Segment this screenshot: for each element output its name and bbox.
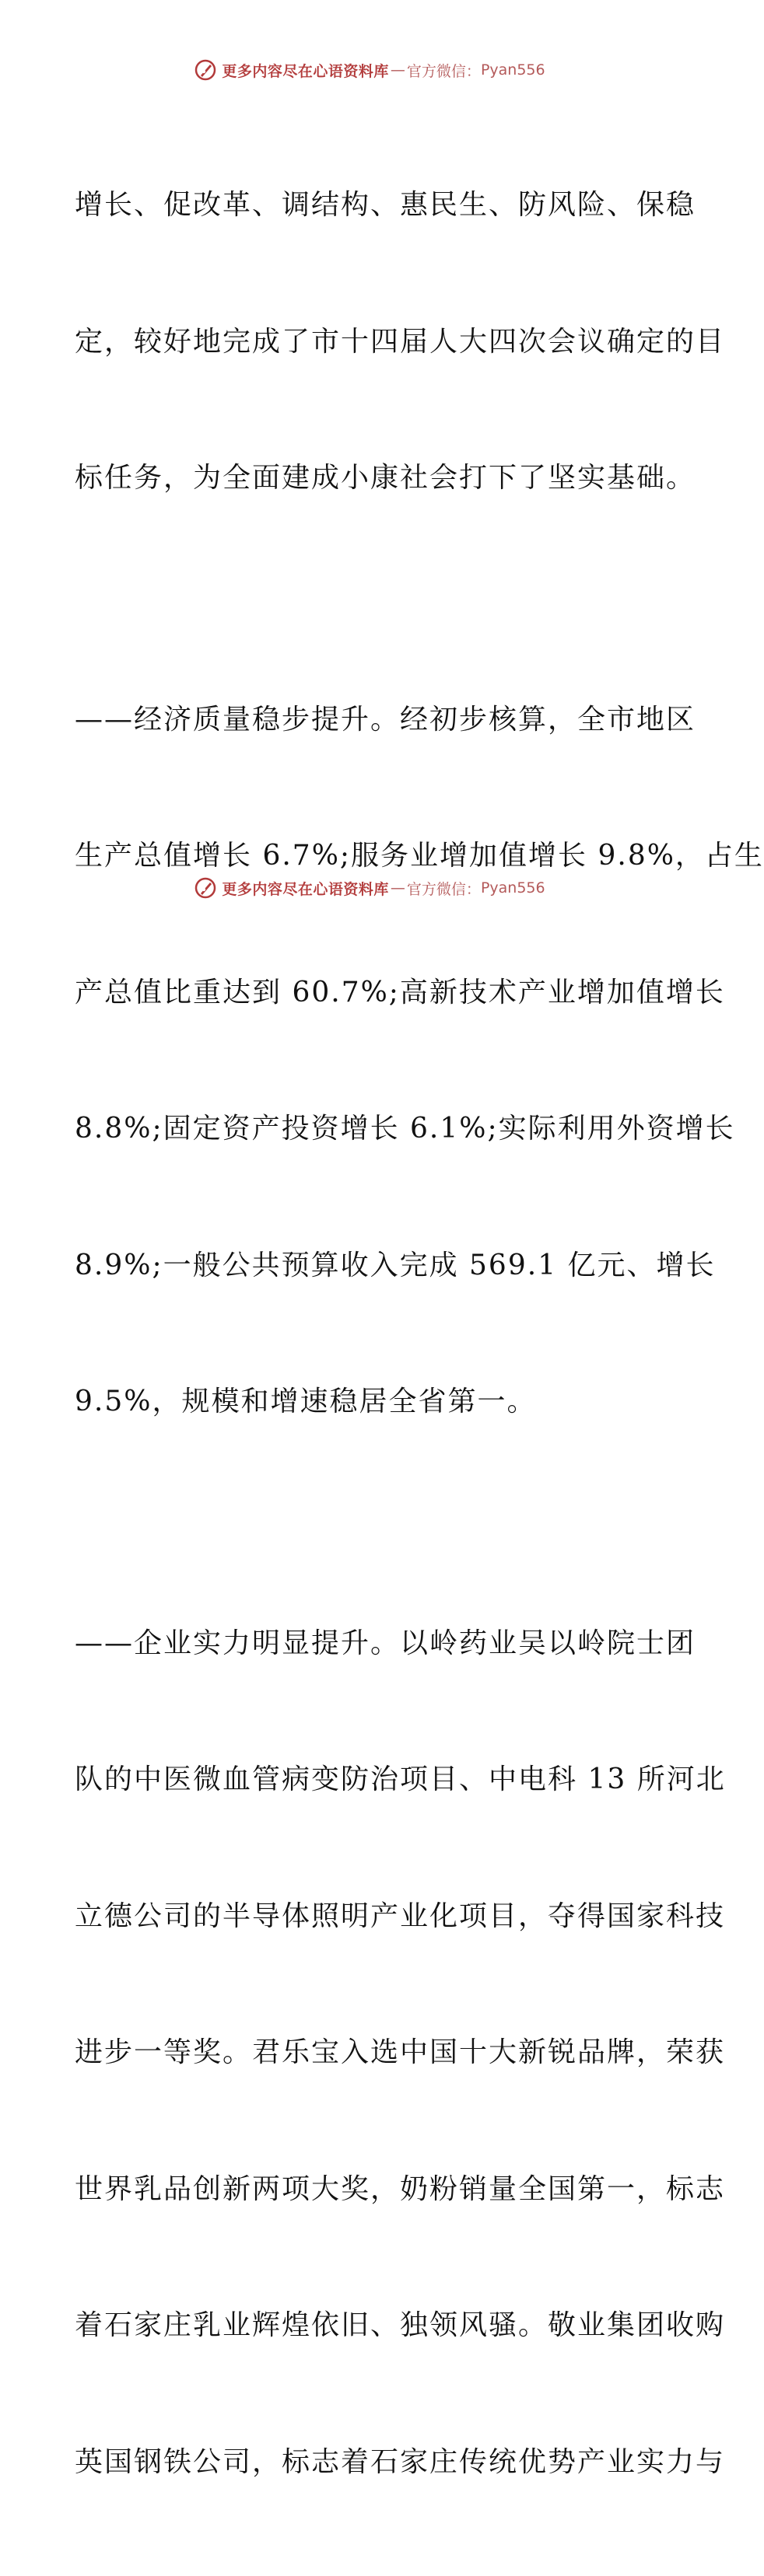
watermark-wechat-label: 官方微信： xyxy=(407,60,481,81)
watermark-separator: — xyxy=(391,879,405,897)
text-line: 立德公司的半导体照明产业化项目，夺得国家科技 xyxy=(75,1894,674,1940)
text-line: 8.8%;固定资产投资增长 6.1%;实际利用外资增长 xyxy=(75,1106,674,1152)
text-line: 8.9%;一般公共预算收入完成 569.1 亿元、增长 xyxy=(75,1243,674,1289)
text-line: 进步一等奖。君乐宝入选中国十大新锐品牌，荣获 xyxy=(75,2030,674,2076)
watermark-main-text: 更多内容尽在心语资料库 xyxy=(222,878,389,899)
text-line: 9.5%，规模和增速稳居全省第一。 xyxy=(75,1379,674,1425)
text-line: 着石家庄乳业辉煌依旧、独领风骚。敬业集团收购 xyxy=(75,2303,674,2349)
text-line: 队的中医微血管病变防治项目、中电科 13 所河北 xyxy=(75,1757,674,1803)
text-line: 世界乳品创新两项大奖，奶粉销量全国第一，标志 xyxy=(75,2167,674,2213)
text-line: ——经济质量稳步提升。经初步核算，全市地区 xyxy=(75,697,674,743)
document-body xyxy=(75,92,674,2576)
footer-watermark xyxy=(0,872,739,904)
watermark-wechat-id: Pyan556 xyxy=(481,61,545,79)
text-line: 标任务，为全面建成小康社会打下了坚实基础。 xyxy=(75,456,674,502)
paragraph-2 xyxy=(75,606,674,1516)
text-line: ——企业实力明显提升。以岭药业吴以岭院士团 xyxy=(75,1621,674,1667)
text-line: 英国钢铁公司，标志着石家庄传统优势产业实力与 xyxy=(75,2440,674,2486)
text-line: 定，较好地完成了市十四届人大四次会议确定的目 xyxy=(75,320,674,365)
paragraph-1 xyxy=(75,92,674,592)
quill-logo-icon xyxy=(194,876,217,900)
watermark-main-text: 更多内容尽在心语资料库 xyxy=(222,60,389,81)
header-watermark xyxy=(0,54,739,86)
text-line: 生产总值增长 6.7%;服务业增加值增长 9.8%，占生 xyxy=(75,834,674,879)
text-line: 产总值比重达到 60.7%;高新技术产业增加值增长 xyxy=(75,970,674,1016)
quill-logo-icon xyxy=(194,58,217,82)
watermark-wechat-label: 官方微信： xyxy=(407,878,481,899)
paragraph-3 xyxy=(75,1530,674,2576)
text-line: 增长、促改革、调结构、惠民生、防风险、保稳 xyxy=(75,183,674,229)
watermark-wechat-id: Pyan556 xyxy=(481,879,545,897)
watermark-separator: — xyxy=(391,61,405,79)
